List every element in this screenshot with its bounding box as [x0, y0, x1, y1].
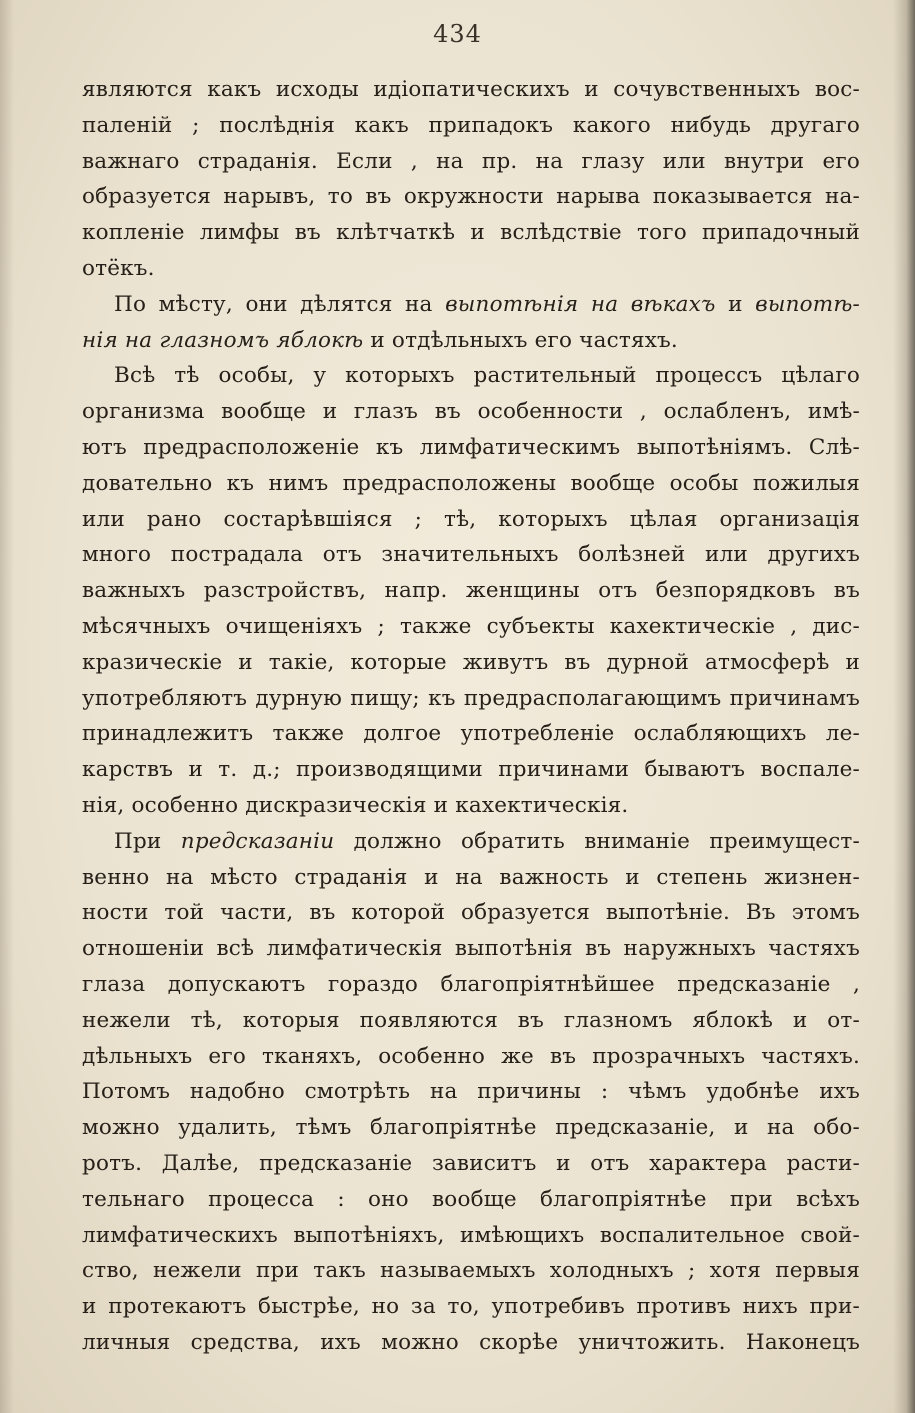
- text-line: организма вообще и глазъ въ особенности , ослабленъ, имѣ-: [82, 399, 860, 425]
- page-left-shadow: [0, 0, 14, 1413]
- text-line: можно удалить, тѣмъ благопріятнѣе предсказаніе, и на обо-: [82, 1115, 860, 1141]
- text-segment: По мѣсту, они дѣлятся на: [114, 291, 446, 317]
- text-line: много пострадала отъ значительныхъ болѣзней или другихъ: [82, 542, 860, 568]
- text-line: [82, 323, 860, 359]
- text-line: [82, 824, 860, 860]
- italic-term: выпотѣнія на вѣкахъ: [445, 291, 716, 317]
- text-line: глаза допускаютъ гораздо благопріятнѣйшее предсказаніе ,: [82, 971, 860, 997]
- text-line: тельнаго процесса : оно вообще благопріятнѣе при всѣхъ: [82, 1186, 860, 1212]
- text-line: и протекаютъ быстрѣе, но за то, употребивъ противъ нихъ при-: [82, 1294, 860, 1320]
- text-segment: и отдѣльныхъ его частяхъ.: [363, 327, 678, 353]
- text-line: копленіе лимфы въ клѣтчаткѣ и вслѣдствіе того припадочный: [82, 220, 860, 246]
- text-line: употребляютъ дурную пищу; къ предрасполагающимъ причинамъ: [82, 685, 860, 711]
- text-line: ство, нежели при такъ называемыхъ холодныхъ ; хотя первыя: [82, 1258, 860, 1284]
- text-line: нія, особенно дискразическія и кахектическія.: [82, 792, 629, 818]
- text-line: являются какъ исходы идіопатическихъ и сочувственныхъ вос-: [82, 77, 860, 102]
- page-number: 434: [433, 20, 482, 48]
- text-line: отношеніи всѣ лимфатическія выпотѣнія въ наружныхъ частяхъ: [82, 936, 860, 962]
- text-line: кразическіе и такіе, которые живутъ въ дурной атмосферѣ и: [82, 649, 860, 675]
- text-line: или рано состарѣвшіяся ; тѣ, которыхъ цѣлая организація: [82, 506, 860, 532]
- text-line: важнаго страданія. Если , на пр. на глазу или внутри его: [82, 148, 860, 174]
- text-segment: При: [114, 828, 181, 854]
- text-line: ротъ. Далѣе, предсказаніе зависитъ и отъ характера расти-: [82, 1150, 860, 1176]
- text-line: личныя средства, ихъ можно скорѣе уничтожить. Наконецъ: [82, 1329, 860, 1355]
- text-line: [82, 287, 860, 323]
- text-line: венно на мѣсто страданія и на важность и степень жизнен-: [82, 864, 860, 890]
- body-text: [82, 72, 860, 1361]
- text-line: довательно къ нимъ предрасположены вообще особы пожилыя: [82, 470, 860, 496]
- text-line: дѣльныхъ его тканяхъ, особенно же въ прозрачныхъ частяхъ.: [82, 1043, 860, 1069]
- text-line: паленій ; послѣднія какъ припадокъ какого нибудь другаго: [82, 112, 860, 138]
- text-line: важныхъ разстройствъ, напр. женщины отъ безпорядковъ въ: [82, 578, 860, 604]
- italic-term: нія на глазномъ яблокѣ: [82, 327, 364, 353]
- text-line: ности той части, въ которой образуется выпотѣніе. Въ этомъ: [82, 900, 860, 926]
- text-line: нежели тѣ, которыя появляются въ глазномъ яблокѣ и от-: [82, 1007, 860, 1033]
- text-line: карствъ и т. д.; производящими причинами бываютъ воспале-: [82, 757, 860, 783]
- page-binding-shadow: [893, 0, 915, 1413]
- text-line: ютъ предрасположеніе къ лимфатическимъ выпотѣніямъ. Слѣ-: [82, 434, 860, 460]
- text-line: мѣсячныхъ очищеніяхъ ; также субъекты кахектическіе , дис-: [82, 613, 860, 639]
- text-segment: и: [715, 291, 756, 317]
- italic-term: выпотѣ-: [755, 291, 860, 317]
- text-line: принадлежитъ также долгое употребленіе ослабляющихъ ле-: [82, 721, 860, 747]
- italic-term: предсказаніи: [180, 828, 335, 854]
- text-line: Всѣ тѣ особы, у которыхъ растительный процессъ цѣлаго: [114, 363, 860, 389]
- text-line: лимфатическихъ выпотѣніяхъ, имѣющихъ воспалительное свой-: [82, 1222, 860, 1248]
- text-line: отёкъ.: [82, 255, 155, 281]
- text-line: образуется нарывъ, то въ окружности нарыва показывается на-: [82, 184, 860, 210]
- text-line: Потомъ надобно смотрѣть на причины : чѣмъ удобнѣе ихъ: [82, 1079, 860, 1105]
- text-segment: должно обратить вниманіе преимущест-: [334, 828, 860, 854]
